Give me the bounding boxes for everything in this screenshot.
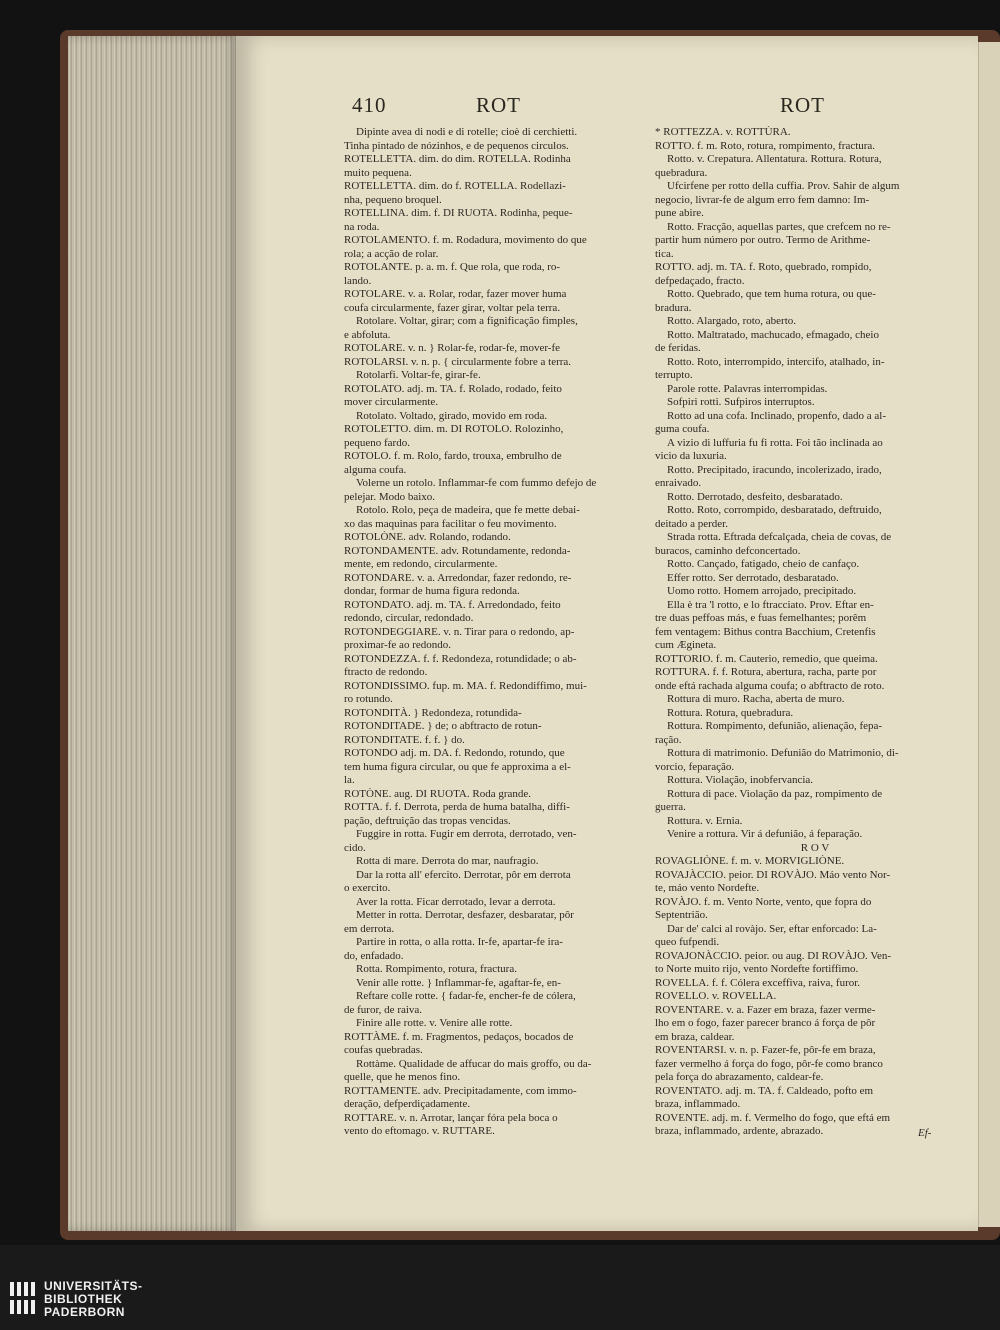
- running-head-left: ROT: [476, 93, 521, 117]
- text-line: Ufcirfene per rotto della cuffia. Prov. Sahir de algum: [667, 180, 900, 192]
- text-line: Parole rotte. Palavras interrompidas.: [667, 382, 828, 395]
- catchword: Ef-: [918, 1127, 932, 1139]
- text-line: rola; a acção de rolar.: [344, 247, 439, 260]
- text-line: tem huma figura circular, ou que fe approxima a el-: [344, 760, 571, 773]
- text-line: Reftare colle rotte. { fadar-fe, encher-fe de cólera,: [356, 990, 576, 1002]
- text-line: ftracto de redondo.: [344, 666, 428, 678]
- text-line: Tinha pintado de nózinhos, e de pequenos circulos.: [344, 139, 569, 152]
- text-line: Rotolare. Voltar, girar; com a fignificação fimples,: [356, 315, 578, 327]
- text-line: ROTONDO adj. m. DA. f. Redondo, rotundo, que: [344, 747, 565, 759]
- text-line: enraivado.: [655, 477, 702, 489]
- logo-line-3: PADERBORN: [44, 1305, 125, 1319]
- text-line: Ella è tra 'l rotto, e lo ftracciato. Prov. Eftar en-: [667, 598, 874, 611]
- text-line: Partire in rotta, o alla rotta. Ir-fe, apartar-fe ira-: [356, 936, 563, 948]
- text-line: pação, deftruição das tropas vencidas.: [344, 814, 511, 827]
- text-line: ROTONDEGGIARE. v. n. Tirar para o redondo, ap-: [344, 625, 575, 638]
- text-line: Rotto ad una cofa. Inclinado, propenfo, dado a al-: [667, 409, 887, 422]
- text-line: ração.: [655, 733, 682, 746]
- text-line: lando.: [344, 274, 372, 287]
- text-line: ROVENTE. adj. m. f. Vermelho do fogo, que eftá em: [655, 1111, 891, 1124]
- text-line: proximar-fe ao redondo.: [344, 639, 451, 651]
- text-line: braza, inflammado, ardente, abrazado.: [655, 1125, 824, 1137]
- text-line: defpedaçado, fracto.: [655, 274, 745, 287]
- text-line: Aver la rotta. Ficar derrotado, levar a derrota.: [356, 895, 556, 908]
- text-line: mente, em redondo, circularmente.: [344, 558, 498, 570]
- text-line: ROTTA. f. f. Derrota, perda de huma batalha, diffi-: [344, 801, 570, 813]
- text-line: Rottura. v. Ernia.: [667, 814, 743, 827]
- text-line: Rotto. Fracção, aquellas partes, que crefcem no re-: [667, 220, 891, 233]
- text-line: Effer rotto. Ser derrotado, desbaratado.: [667, 571, 839, 584]
- text-line: vicio da luxuria.: [655, 450, 727, 462]
- text-line: ROTOLARE. v. n. } Rolar-fe, rodar-fe, mover-fe: [344, 342, 560, 354]
- text-line: Rotto. Quebrado, que tem huma rotura, ou que-: [667, 288, 876, 300]
- text-line: Rotto. Maltratado, machucado, efmagado, cheio: [667, 328, 879, 341]
- text-line: Rotta di mare. Derrota do mar, naufragio.: [356, 855, 539, 867]
- text-line: Rotto. Roto, interrompido, intercifo, atalhado, in-: [667, 355, 885, 368]
- text-line: quebradura.: [655, 166, 708, 179]
- text-line: Rotto. Precipitado, iracundo, incolerizado, irado,: [667, 463, 882, 476]
- text-line: alguma coufa.: [344, 463, 407, 476]
- text-line: ROTOLETTO. dim. m. DI ROTOLO. Rolozinho,: [344, 423, 564, 435]
- text-line: Sofpiri rotti. Sufpiros interruptos.: [667, 396, 815, 408]
- text-line: ROTTO. f. m. Roto, rotura, rompimento, fractura.: [655, 139, 876, 152]
- text-line: pune abire.: [655, 207, 704, 219]
- text-line: ROTONDARE. v. a. Arredondar, fazer redondo, re-: [344, 571, 572, 584]
- text-line: cum Ægineta.: [655, 639, 717, 651]
- text-line: fem ventagem: Bithus contra Bacchium, Cretenfis: [655, 625, 876, 638]
- text-line: ROVELLO. v. ROVELLA.: [655, 990, 777, 1002]
- text-line: Finire alle rotte. v. Venire alle rotte.: [356, 1017, 513, 1029]
- text-line: ROTOLATO. adj. m. TA. f. Rolado, rodado, feito: [344, 382, 562, 395]
- text-line: na roda.: [344, 220, 380, 233]
- text-line: Rottura di muro. Racha, aberta de muro.: [667, 693, 845, 705]
- text-line: te, máo vento Nordefte.: [655, 882, 760, 894]
- text-line: Rotolo. Rolo, peça de madeira, que fe mette debai-: [356, 504, 580, 516]
- page-number: 410: [352, 93, 387, 117]
- text-line: ROTOLANTE. p. a. m. f. Que rola, que roda, ro-: [344, 261, 561, 273]
- text-line: Rotolato. Voltado, girado, movido em roda.: [356, 409, 548, 422]
- library-logo-icon: [8, 1278, 38, 1318]
- text-line: em derrota.: [344, 922, 395, 935]
- text-line: guerra.: [655, 801, 686, 813]
- text-line: Rottura. Rompimento, defunião, alienação, fepa-: [667, 720, 883, 732]
- text-line: ROTOLARE. v. a. Rolar, rodar, fazer mover huma: [344, 288, 567, 300]
- text-line: Rotta. Rompimento, rotura, fractura.: [356, 963, 517, 975]
- text-line: ROTELLINA. dim. f. DI RUOTA. Rodinha, peque-: [344, 207, 573, 219]
- text-line: Rottura. Violação, inobfervancia.: [667, 774, 814, 786]
- text-line: ROTONDISSIMO. fup. m. MA. f. Redondiffimo, mui-: [344, 679, 587, 692]
- text-line: Rotto. Cançado, fatigado, cheio de canfaço.: [667, 558, 860, 570]
- text-line: Metter in rotta. Derrotar, desfazer, desbaratar, pôr: [356, 909, 574, 921]
- page-edges: [68, 36, 238, 1231]
- text-line: quelle, que he menos fino.: [344, 1071, 461, 1083]
- text-line: ROTONDITATE. f. f. } do.: [344, 733, 465, 746]
- text-line: cido.: [344, 841, 366, 854]
- text-line: ROVAJONÀCCIO. peior. ou aug. DI ROVÀJO. Ven-: [655, 949, 892, 962]
- text-line: mover circularmente.: [344, 396, 439, 408]
- text-line: Strada rotta. Eftrada defcalçada, cheia de covas, de: [667, 531, 892, 543]
- text-line: ro rotundo.: [344, 693, 393, 705]
- left-column: [344, 126, 640, 1139]
- text-line: Dar la rotta all' efercito. Derrotar, pôr em derrota: [356, 868, 571, 881]
- text-line: de furor, de raiva.: [344, 1003, 423, 1016]
- text-line: * ROTTEZZA. v. ROTTÙRA.: [655, 126, 791, 138]
- text-line: dondar, formar de huma figura redonda.: [344, 585, 520, 597]
- text-line: pelejar. Modo baixo.: [344, 490, 436, 503]
- text-line: tre duas peffoas más, e fuas femelhantes; porêm: [655, 612, 867, 624]
- text-line: ROVAGLIÒNE. f. m. v. MORVIGLIÒNE.: [655, 855, 845, 867]
- text-line: ROVELLA. f. f. Cólera exceffiva, raiva, furor.: [655, 976, 861, 989]
- text-line: negocio, livrar-fe de algum erro fem damno: Im-: [655, 193, 870, 206]
- text-line: coufas quebradas.: [344, 1044, 423, 1056]
- text-line: ROVÀJO. f. m. Vento Norte, vento, que fopra do: [655, 895, 872, 908]
- text-line: ROTOLARSI. v. n. p. { circularmente fobre a terra.: [344, 355, 572, 368]
- text-line: ROVENTATO. adj. m. TA. f. Caldeado, pofto em: [655, 1084, 874, 1097]
- text-line: ROTTAMENTE. adv. Precipitadamente, com immo-: [344, 1084, 577, 1097]
- text-line: ROTOLO. f. m. Rolo, fardo, trouxa, embrulho de: [344, 450, 562, 462]
- text-line: A vizio di luffuria fu fi rotta. Foi tão inclinada ao: [667, 436, 883, 449]
- text-line: onde eftá rachada alguma coufa; o abftracto de roto.: [655, 679, 885, 692]
- text-line: vento do eftomago. v. RUTTARE.: [344, 1125, 495, 1137]
- text-line: ROTTURA. f. f. Rotura, abertura, racha, parte por: [655, 666, 877, 678]
- text-line: em braza, caldear.: [655, 1030, 735, 1043]
- text-line: e abfoluta.: [344, 328, 391, 341]
- text-line: ROTÒNE. aug. DI RUOTA. Roda grande.: [344, 787, 531, 800]
- text-line: ROTTARE. v. n. Arrotar, lançar fóra pela boca o: [344, 1111, 558, 1124]
- logo-line-2: BIBLIOTHEK: [44, 1292, 123, 1306]
- text-line: pequeno fardo.: [344, 436, 410, 449]
- text-line: to Norte muito rijo, vento Nordefte fortiffimo.: [655, 963, 859, 975]
- text-line: ROTONDITÀ. } Redondeza, rotundida-: [344, 706, 522, 719]
- text-line: Venire a rottura. Vir á defunião, á feparação.: [667, 828, 863, 840]
- text-line: deração, defperdiçadamente.: [344, 1098, 471, 1110]
- text-line: muito pequena.: [344, 166, 412, 179]
- text-line: ROTONDATO. adj. m. TA. f. Arredondado, feito: [344, 598, 561, 611]
- text-line: ROTTORIO. f. m. Cauterio, remedio, que queima.: [655, 652, 878, 665]
- text-line: buracos, caminho defconcertado.: [655, 544, 801, 557]
- text-line: Dar de' calci al rovàjo. Ser, eftar enforcado: La-: [667, 922, 877, 935]
- logo-line-1: UNIVERSITÄTS-: [44, 1279, 143, 1293]
- text-line: Rottura di matrimonio. Defunião do Matrimonio, di-: [667, 747, 899, 759]
- text-line: ROVENTARSI. v. n. p. Fazer-fe, pôr-fe em braza,: [655, 1044, 876, 1056]
- text-line: Dipinte avea di nodi e di rotelle; cioè di cerchietti.: [356, 126, 578, 138]
- text-line: ROTONDAMENTE. adv. Rotundamente, redonda-: [344, 544, 571, 557]
- text-line: guma coufa.: [655, 423, 710, 435]
- text-line: do, enfadado.: [344, 949, 404, 962]
- facing-page-edge: [978, 42, 1000, 1227]
- text-line: pela força do abrazamento, caldear-fe.: [655, 1071, 824, 1083]
- running-head-right: ROT: [780, 93, 825, 117]
- text-line: ROTONDITADE. } de; o abftracto de rotun-: [344, 720, 542, 732]
- text-line: partir hum número por outro. Termo de Arithme-: [655, 234, 871, 246]
- text-line: Fuggire in rotta. Fugir em derrota, derrotado, ven-: [356, 828, 577, 840]
- text-line: ROTOLAMENTO. f. m. Rodadura, movimento do que: [344, 234, 587, 246]
- text-line: Rottura. Rotura, quebradura.: [667, 706, 794, 719]
- text-line: tica.: [655, 247, 674, 260]
- text-line: Rottàme. Qualidade de affucar do mais groffo, ou da-: [356, 1057, 592, 1070]
- text-line: Rotto. Alargado, roto, aberto.: [667, 315, 797, 327]
- text-line: nha, pequeno broquel.: [344, 193, 442, 206]
- text-line: ROVENTARE. v. a. Fazer em braza, fazer verme-: [655, 1003, 876, 1016]
- text-line: bradura.: [655, 301, 692, 314]
- text-line: lho em o fogo, fazer parecer branco á força de pôr: [655, 1017, 876, 1029]
- text-line: Rotolarfi. Voltar-fe, girar-fe.: [356, 369, 481, 381]
- text-line: fazer vermelho á força do fogo, pôr-fe como branco: [655, 1057, 883, 1070]
- text-line: ROTOLÒNE. adv. Rolando, rodando.: [344, 531, 511, 543]
- text-line: ROTTO. adj. m. TA. f. Roto, quebrado, rompido,: [655, 261, 872, 273]
- text-line: deitado a perder.: [655, 517, 728, 530]
- text-line: ROTTÀME. f. m. Fragmentos, pedaços, bocados de: [344, 1030, 574, 1043]
- text-line: R O V: [800, 841, 830, 854]
- text-line: Septentrião.: [655, 909, 708, 921]
- text-line: queo fufpendi.: [655, 936, 720, 948]
- text-line: coufa circularmente, fazer girar, voltar pela terra.: [344, 301, 561, 314]
- text-line: terrupto.: [655, 369, 693, 381]
- text-line: xo das maquinas para facilitar o feu movimento.: [344, 517, 557, 530]
- text-line: Volerne un rotolo. Inflammar-fe com fummo defejo de: [356, 477, 597, 489]
- text-line: Rotto. Derrotado, desfeito, desbaratado.: [667, 490, 843, 503]
- text-line: Uomo rotto. Homem arrojado, precipitado.: [667, 585, 857, 597]
- text-line: ROTONDEZZA. f. f. Redondeza, rotundidade; o ab-: [344, 652, 577, 665]
- text-line: ROVAJÀCCIO. peior. DI ROVÀJO. Máo vento Nor-: [655, 868, 891, 881]
- text-line: Rottura di pace. Violação da paz, rompimento de: [667, 787, 883, 800]
- text-line: o exercito.: [344, 882, 391, 894]
- footer-bar: [0, 1245, 1000, 1330]
- text-line: ROTELLETTA. dim. do dim. ROTELLA. Rodinha: [344, 153, 571, 165]
- text-line: Rotto. v. Crepatura. Allentatura. Rottura. Rotura,: [667, 153, 882, 165]
- text-line: vorcio, feparação.: [655, 760, 735, 773]
- text-line: braza, inflammado.: [655, 1098, 741, 1110]
- text-line: redondo, circular, redondado.: [344, 612, 474, 624]
- text-line: de feridas.: [655, 342, 701, 354]
- text-line: ROTELLETTA. dim. do f. ROTELLA. Rodellazi-: [344, 180, 566, 192]
- text-line: Rotto. Roto, corrompido, desbaratado, deftruido,: [667, 504, 882, 516]
- text-line: la.: [344, 774, 355, 786]
- right-column: [655, 126, 975, 1139]
- text-line: Venir alle rotte. } Inflammar-fe, agaftar-fe, en-: [356, 976, 561, 989]
